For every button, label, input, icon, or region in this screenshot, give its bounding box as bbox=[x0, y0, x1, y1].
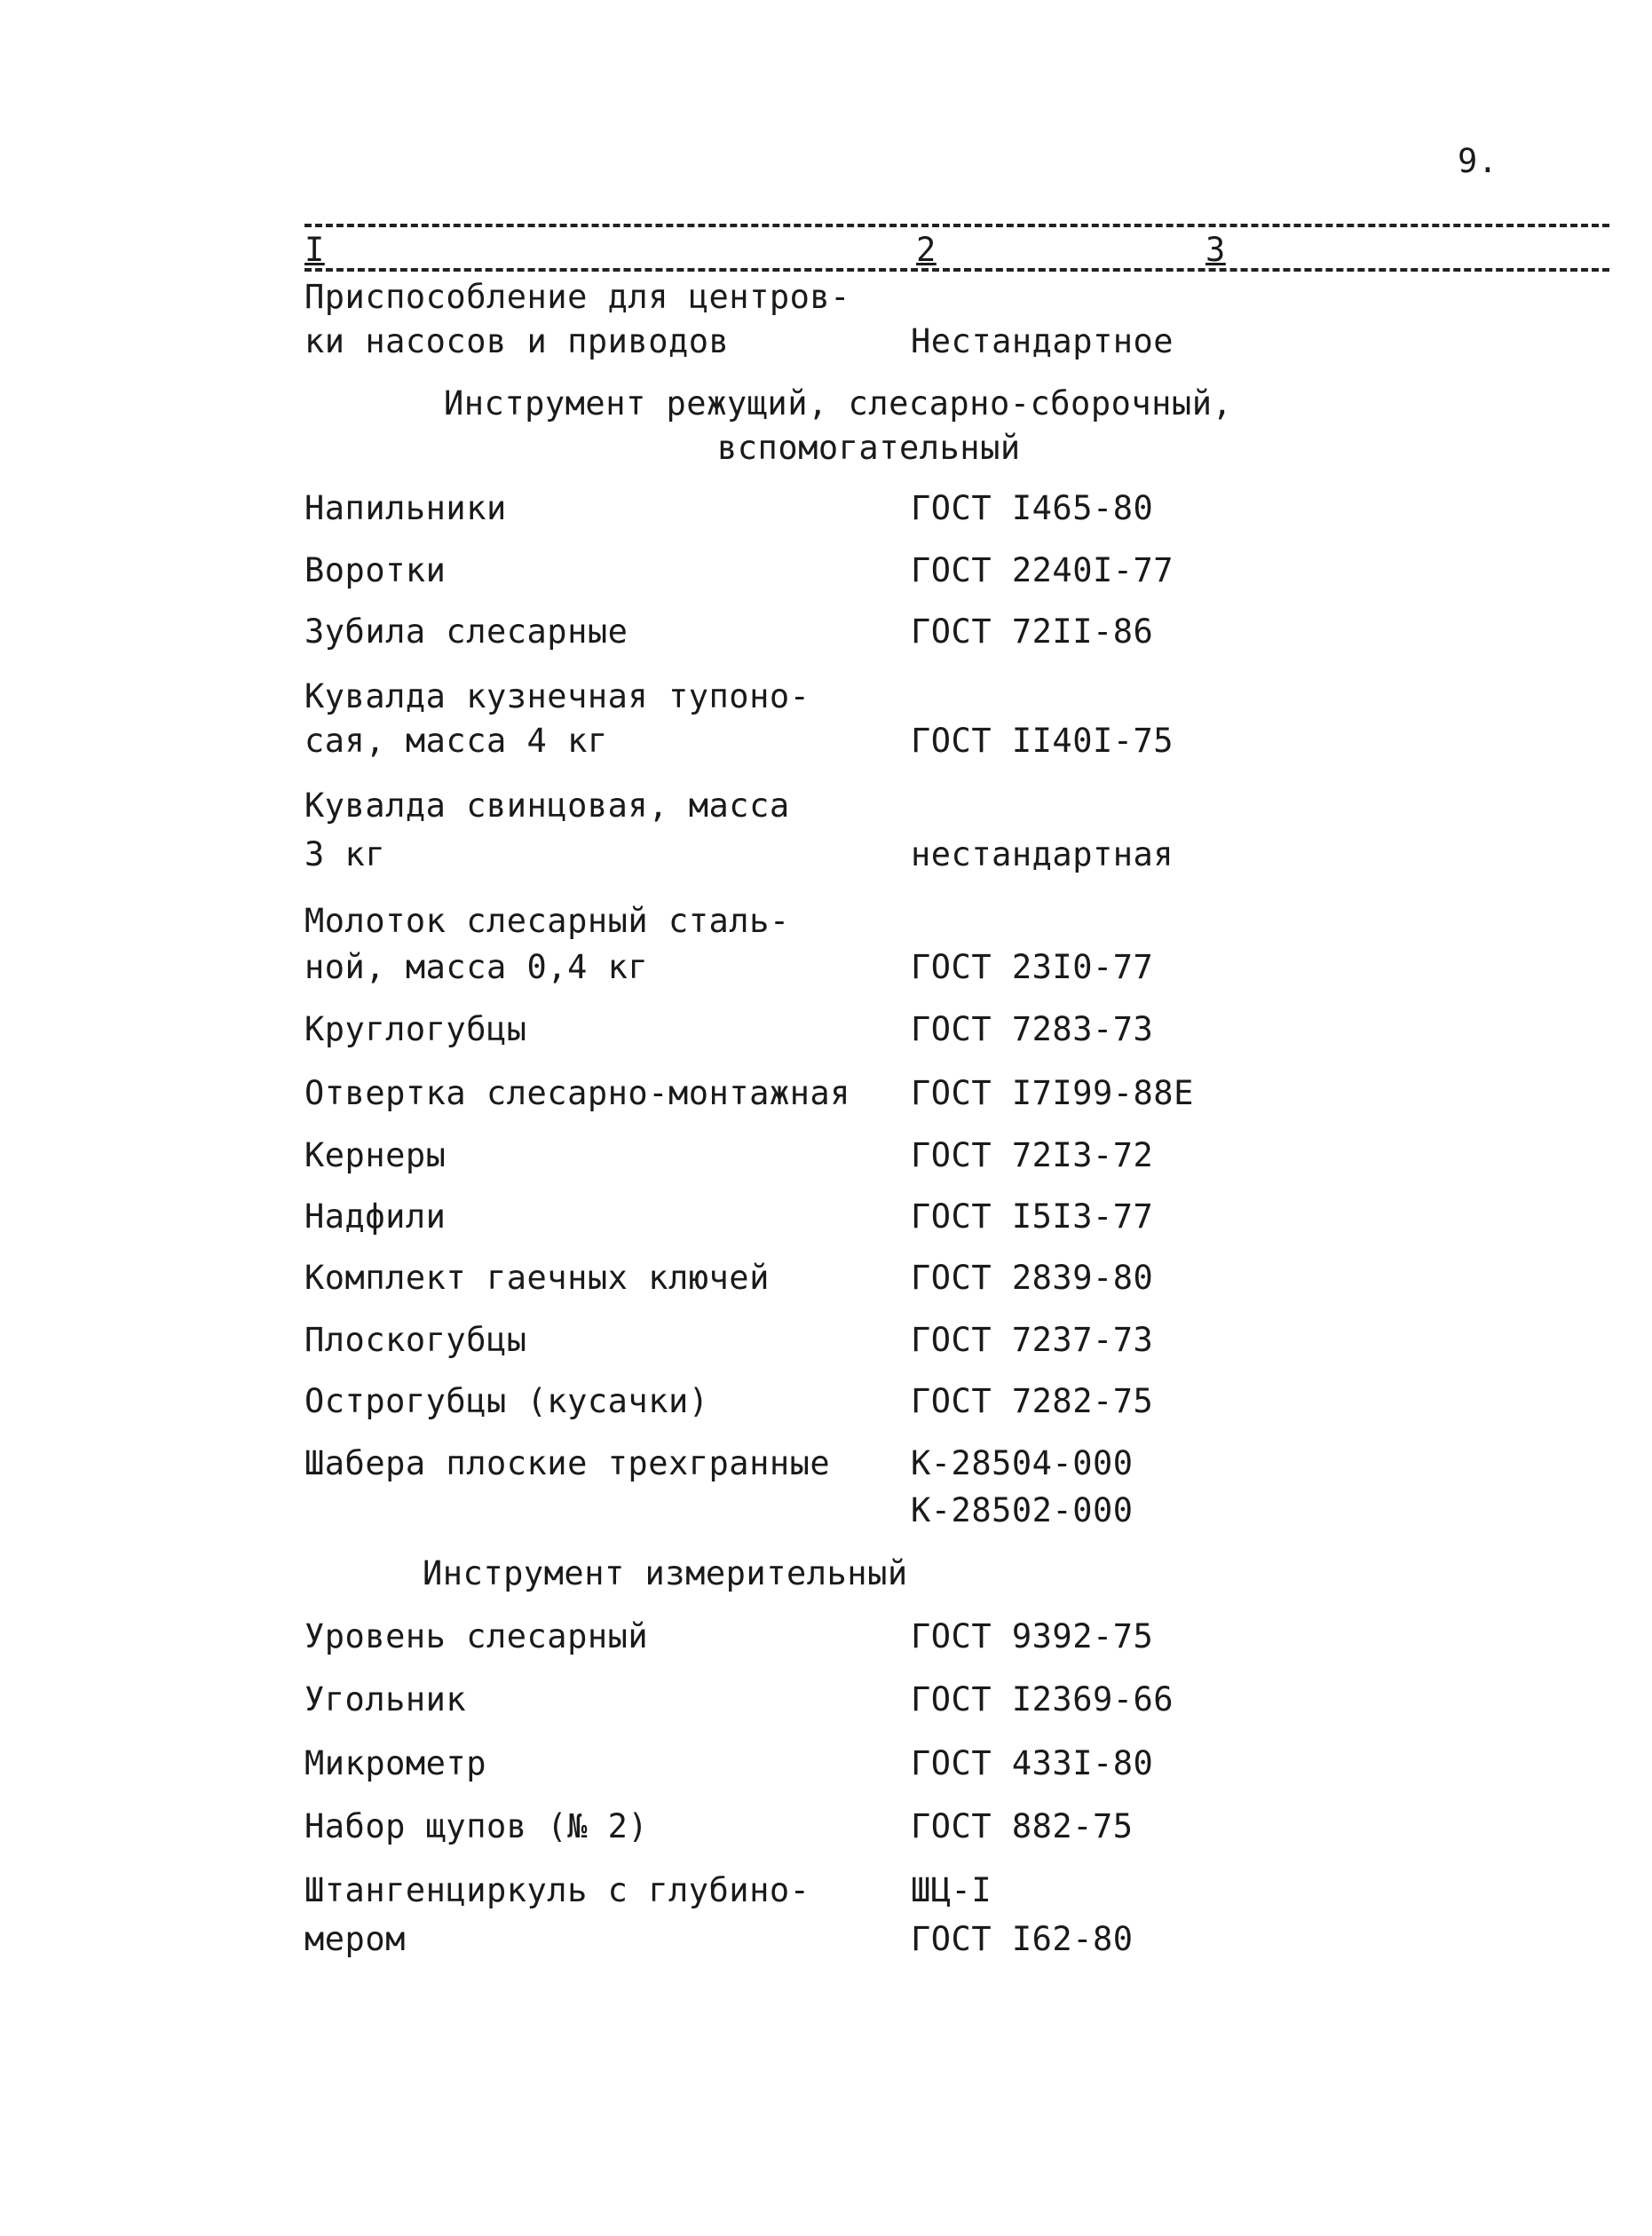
table-row-name: Отвертка слесарно-монтажная bbox=[304, 1074, 850, 1112]
table-row-standard: ШЦ-I bbox=[911, 1871, 992, 1909]
column-header-3: 3 bbox=[1200, 233, 1231, 268]
table-row-name: сая, масса 4 кг bbox=[304, 722, 608, 760]
table-row-name: мером bbox=[304, 1920, 406, 1958]
table-row-standard: Нестандартное bbox=[911, 322, 1174, 360]
table-row-name: Надфили bbox=[304, 1197, 447, 1236]
header-bottom-rule bbox=[304, 268, 1609, 272]
header-top-rule bbox=[304, 224, 1609, 227]
table-row-name: Микрометр bbox=[304, 1744, 486, 1782]
table-row-name: Напильники bbox=[304, 489, 507, 527]
table-row-standard: ГОСТ 433I-80 bbox=[911, 1744, 1154, 1782]
table-row-name: Угольник bbox=[304, 1680, 467, 1718]
table-row-standard: ГОСТ 23I0-77 bbox=[911, 948, 1154, 986]
table-row-standard: ГОСТ 882-75 bbox=[911, 1807, 1134, 1845]
table-row-standard: ГОСТ 2240I-77 bbox=[911, 551, 1174, 589]
table-row-name: Зубила слесарные bbox=[304, 612, 628, 651]
column-header-2: 2 bbox=[911, 233, 942, 268]
table-row-name: Кувалда кузнечная тупоно- bbox=[304, 677, 810, 715]
table-row-name: Круглогубцы bbox=[304, 1010, 527, 1048]
table-row-standard: ГОСТ 2839-80 bbox=[911, 1259, 1154, 1297]
table-row-name: Шабера плоские трехгранные bbox=[304, 1444, 831, 1482]
section-title-continued: вспомогательный bbox=[717, 429, 1021, 467]
column-header-1: I bbox=[304, 233, 330, 268]
table-row-standard: ГОСТ II40I-75 bbox=[911, 722, 1174, 760]
table-row-name: Комплект гаечных ключей bbox=[304, 1259, 770, 1297]
table-row-name: 3 кг bbox=[304, 835, 386, 873]
table-row-standard: ГОСТ I62-80 bbox=[911, 1920, 1134, 1958]
section-title: Инструмент измерительный bbox=[423, 1554, 908, 1592]
table-row-standard: ГОСТ I5I3-77 bbox=[911, 1197, 1154, 1236]
table-row-name: Кувалда свинцовая, масса bbox=[304, 786, 790, 825]
table-row-standard: К-28504-000 bbox=[911, 1444, 1134, 1482]
table-row-standard: ГОСТ 7237-73 bbox=[911, 1321, 1154, 1359]
table-row-name: Набор щупов (№ 2) bbox=[304, 1807, 649, 1845]
section-title: Инструмент режущий, слесарно-сборочный, bbox=[444, 384, 1233, 423]
table-row-standard: нестандартная bbox=[911, 835, 1174, 873]
table-row-name: ной, масса 0,4 кг bbox=[304, 948, 649, 986]
table-row-standard: К-28502-000 bbox=[911, 1491, 1134, 1529]
table-row-name: Приспособление для центров- bbox=[304, 278, 850, 316]
table-row-name: Воротки bbox=[304, 551, 447, 589]
table-row-standard: ГОСТ 7283-73 bbox=[911, 1010, 1154, 1048]
table-row-name: Острогубцы (кусачки) bbox=[304, 1382, 709, 1420]
table-row-standard: ГОСТ I465-80 bbox=[911, 489, 1154, 527]
table-row-name: Штангенциркуль с глубино- bbox=[304, 1871, 810, 1909]
table-row-name: Молоток слесарный сталь- bbox=[304, 902, 790, 940]
table-row-standard: ГОСТ 7282-75 bbox=[911, 1382, 1154, 1420]
table-row-standard: ГОСТ 72II-86 bbox=[911, 612, 1154, 651]
table-row-name: ки насосов и приводов bbox=[304, 322, 730, 360]
page-number: 9. bbox=[1458, 142, 1498, 180]
table-row-name: Уровень слесарный bbox=[304, 1617, 649, 1655]
table-row-standard: ГОСТ 72I3-72 bbox=[911, 1136, 1154, 1174]
table-row-standard: ГОСТ I7I99-88Е bbox=[911, 1074, 1194, 1112]
table-row-name: Кернеры bbox=[304, 1136, 447, 1174]
table-row-standard: ГОСТ 9392-75 bbox=[911, 1617, 1154, 1655]
table-row-name: Плоскогубцы bbox=[304, 1321, 527, 1359]
table-row-standard: ГОСТ I2369-66 bbox=[911, 1680, 1174, 1718]
